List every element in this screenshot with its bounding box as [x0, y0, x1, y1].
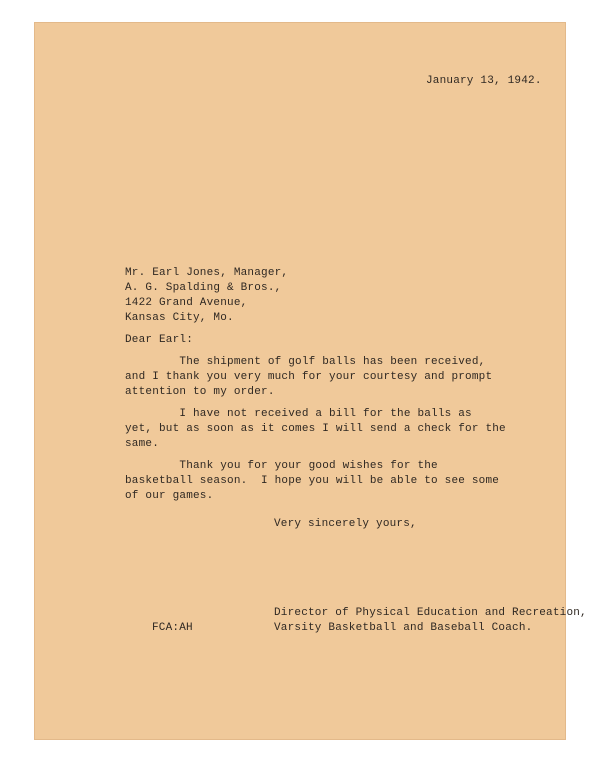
paragraph-line: The shipment of golf balls has been received,	[125, 356, 486, 368]
paragraph-line: same.	[125, 438, 160, 450]
paragraph-line: I have not received a bill for the balls as	[125, 408, 472, 420]
paragraph-line: basketball season. I hope you will be able to see some	[125, 475, 500, 487]
paragraph-line: Thank you for your good wishes for the	[125, 460, 438, 472]
paragraph-line: and I thank you very much for your courtesy and prompt	[125, 371, 493, 383]
letter-page	[34, 22, 587, 740]
typist-initials: FCA:AH	[152, 622, 193, 634]
paragraph-line: of our games.	[125, 490, 214, 502]
paragraph-line: yet, but as soon as it comes I will send a check for the	[125, 423, 506, 435]
recipient-line: A. G. Spalding & Bros.,	[125, 282, 282, 294]
signature-title-line: Varsity Basketball and Baseball Coach.	[274, 622, 533, 634]
recipient-line: Mr. Earl Jones, Manager,	[125, 267, 289, 279]
paragraph-line: attention to my order.	[125, 386, 275, 398]
salutation: Dear Earl:	[125, 334, 194, 346]
recipient-line: Kansas City, Mo.	[125, 312, 234, 324]
signature-title-line: Director of Physical Education and Recreation,	[274, 607, 587, 619]
closing: Very sincerely yours,	[274, 518, 417, 530]
recipient-line: 1422 Grand Avenue,	[125, 297, 248, 309]
letter-date: January 13, 1942.	[426, 75, 542, 87]
